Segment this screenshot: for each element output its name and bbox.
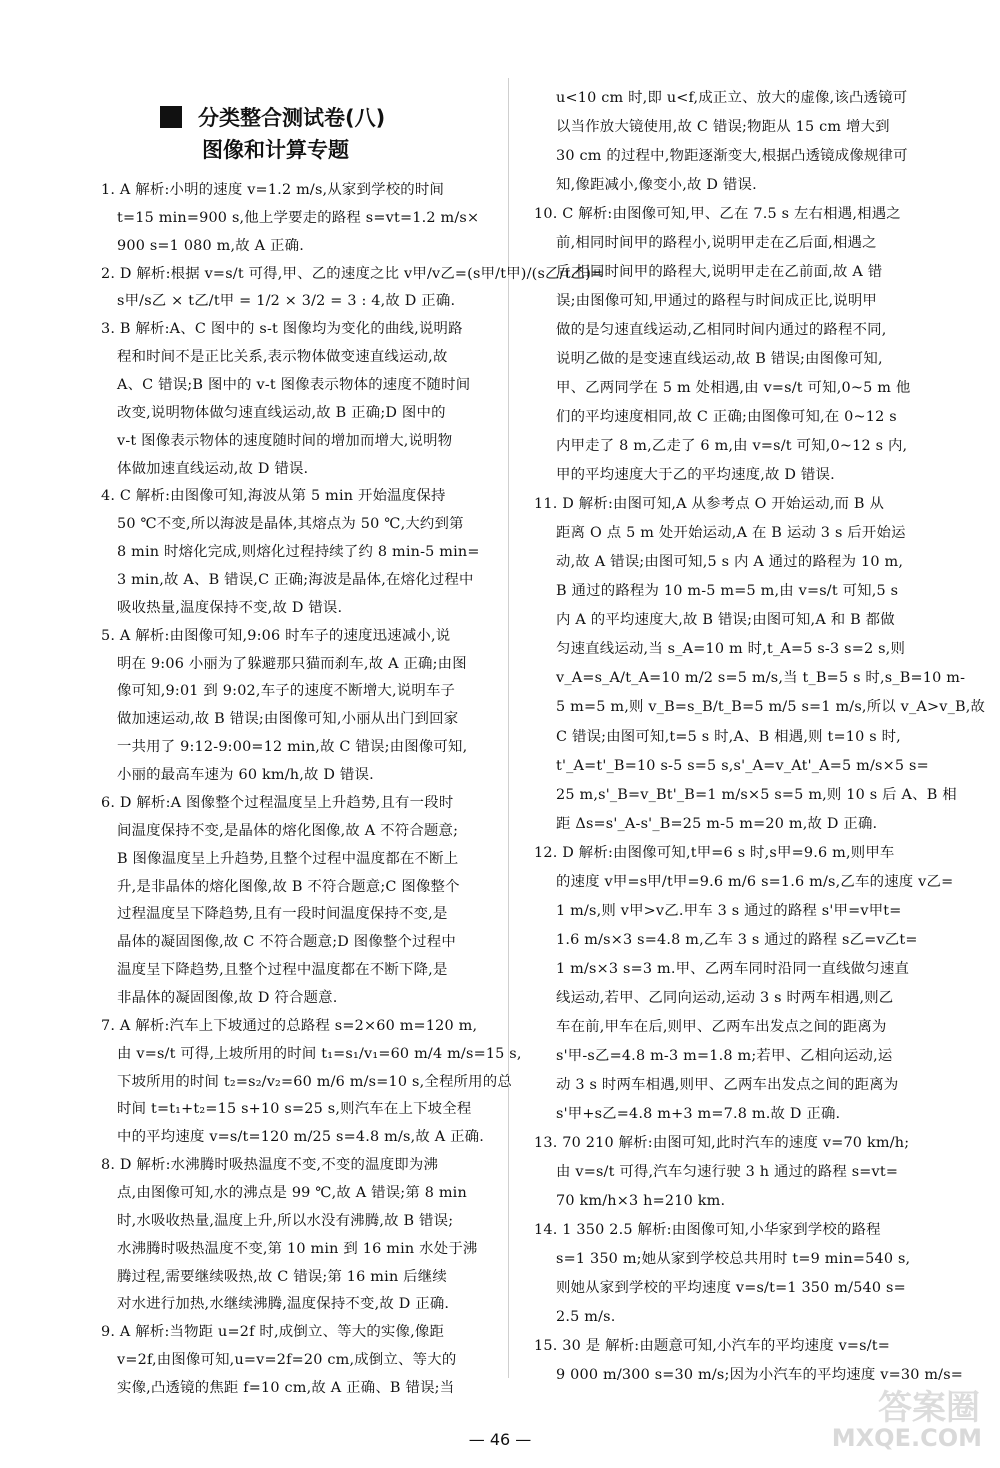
answer-item-start: 9. A 解析:当物距 u=2f 时,成倒立、等大的实像,像距 <box>101 1324 445 1340</box>
answer-item-start: 8. D 解析:水沸腾时吸热温度不变,不变的温度即为沸 <box>101 1157 439 1173</box>
answer-text-line: 吸收热量,温度保持不变,故 D 错误. <box>117 600 343 616</box>
answer-item-start: 5. A 解析:由图像可知,9:06 时车子的速度迅速减小,说 <box>101 628 451 644</box>
answer-item-start: 3. B 解析:A、C 图中的 s-t 图像均为变化的曲线,说明路 <box>101 321 463 337</box>
answer-text-line: v_A=s_A/t_A=10 m/2 s=5 m/s,当 t_B=5 s 时,s_B=10 m- <box>556 670 966 686</box>
answer-item-start: 14. 1 350 2.5 解析:由图像可知,小华家到学校的路程 <box>534 1222 881 1238</box>
answer-text-line: u<10 cm 时,即 u<f,成正立、放大的虚像,该凸透镜可 <box>556 90 908 106</box>
answer-text-line: 1.6 m/s×3 s=4.8 m,乙车 3 s 通过的路程 s乙=v乙t= <box>556 932 918 948</box>
answer-item-start: 13. 70 210 解析:由图可知,此时汽车的速度 v=70 km/h; <box>534 1135 910 1151</box>
answer-text-line: 像可知,9:01 到 9:02,车子的速度不断增大,说明车子 <box>117 683 456 699</box>
answer-item-start: 11. D 解析:由图可知,A 从参考点 O 开始运动,而 B 从 <box>534 496 885 512</box>
answer-text-line: 点,由图像可知,水的沸点是 99 ℃,故 A 错误;第 8 min <box>117 1185 467 1201</box>
answer-text-line: 由 v=s/t 可得,上坡所用的时间 t₁=s₁/v₁=60 m/4 m/s=15 s, <box>117 1046 522 1062</box>
answer-item-start: 15. 30 是 解析:由题意可知,小汽车的平均速度 v=s/t= <box>534 1338 891 1354</box>
answer-text-line: 内 A 的平均速度大,故 B 错误;由图可知,A 和 B 都做 <box>556 612 895 628</box>
page-number: — 46 — <box>468 1430 532 1449</box>
answer-text-line: t=15 min=900 s,他上学要走的路程 s=vt=1.2 m/s× <box>117 210 480 226</box>
answer-text-line: 时间 t=t₁+t₂=15 s+10 s=25 s,则汽车在上下坡全程 <box>117 1101 472 1117</box>
answer-item-start: 12. D 解析:由图像可知,t甲=6 s 时,s甲=9.6 m,则甲车 <box>534 845 895 861</box>
answer-text-line: s'甲+s乙=4.8 m+3 m=7.8 m.故 D 正确. <box>556 1106 841 1122</box>
answer-text-line: v-t 图像表示物体的速度随时间的增加而增大,说明物 <box>117 433 453 449</box>
answer-text-line: 程和时间不是正比关系,表示物体做变速直线运动,故 <box>117 349 448 365</box>
answer-item-start: 6. D 解析:A 图像整个过程温度呈上升趋势,且有一段时 <box>101 795 454 811</box>
answer-text-line: 体做加速直线运动,故 D 错误. <box>117 461 309 477</box>
watermark-logo: 答案圈 <box>878 1388 980 1428</box>
answer-text-line: 误;由图像可知,甲通过的路程与时间成正比,说明甲 <box>556 293 878 309</box>
answer-text-line: 水沸腾时吸热温度不变,第 10 min 到 16 min 水处于沸 <box>117 1241 478 1257</box>
answer-text-line: 说明乙做的是变速直线运动,故 B 错误;由图像可知, <box>556 351 883 367</box>
answer-text-line: 1 m/s,则 v甲>v乙.甲车 3 s 通过的路程 s'甲=v甲t= <box>556 903 902 919</box>
answer-text-line: 动 3 s 时两车相遇,则甲、乙两车出发点之间的距离为 <box>556 1077 899 1093</box>
watermark-url: MXQE.COM <box>831 1424 982 1452</box>
answer-text-line: 25 m,s'_B=v_Bt'_B=1 m/s×5 s=5 m,则 10 s 后 A、B 相 <box>556 787 957 803</box>
answer-text-line: 改变,说明物体做匀速直线运动,故 B 正确;D 图中的 <box>117 405 446 421</box>
answer-text-line: 距离 O 点 5 m 处开始运动,A 在 B 运动 3 s 后开始运 <box>556 525 906 541</box>
answer-text-line: s'甲-s乙=4.8 m-3 m=1.8 m;若甲、乙相向运动,运 <box>556 1048 893 1064</box>
answer-text-line: 做加速运动,故 B 错误;由图像可知,小丽从出门到回家 <box>117 711 459 727</box>
answer-text-line: 中的平均速度 v=s/t=120 m/25 s=4.8 m/s,故 A 正确. <box>117 1129 485 1145</box>
answer-item-start: 7. A 解析:汽车上下坡通过的总路程 s=2×60 m=120 m, <box>101 1018 478 1034</box>
answer-text-line: C 错误;由图可知,t=5 s 时,A、B 相遇,则 t=10 s 时, <box>556 729 901 745</box>
answer-text-line: 3 min,故 A、B 错误,C 正确;海波是晶体,在熔化过程中 <box>117 572 474 588</box>
answer-item-start: 2. D 解析:根据 v=s/t 可得,甲、乙的速度之比 v甲/v乙=(s甲/t甲)/(s乙/t乙)= <box>101 266 604 282</box>
answer-text-line: s甲/s乙 × t乙/t甲 = 1/2 × 3/2 = 3 : 4,故 D 正确. <box>117 293 456 309</box>
answer-text-line: 车在前,甲车在后,则甲、乙两车出发点之间的距离为 <box>556 1019 887 1035</box>
answer-text-line: 做的是匀速直线运动,乙相同时间内通过的路程不同, <box>556 322 887 338</box>
answer-text-line: 后,相同时间甲的路程大,说明甲走在乙前面,故 A 错 <box>556 264 883 280</box>
answer-text-line: 30 cm 的过程中,物距逐渐变大,根据凸透镜成像规律可 <box>556 148 908 164</box>
answer-text-line: B 图像温度呈上升趋势,且整个过程中温度都在不断上 <box>117 851 459 867</box>
answer-text-line: 们的平均速度相同,故 C 正确;由图像可知,在 0~12 s <box>556 409 897 425</box>
answer-text-line: 距 Δs=s'_A-s'_B=25 m-5 m=20 m,故 D 正确. <box>556 816 878 832</box>
answer-text-line: 以当作放大镜使用,故 C 错误;物距从 15 cm 增大到 <box>556 119 890 135</box>
answer-text-line: 动,故 A 错误;由图可知,5 s 内 A 通过的路程为 10 m, <box>556 554 904 570</box>
answer-text-line: t'_A=t'_B=10 s-5 s=5 s,s'_A=v_At'_A=5 m/s×5 s= <box>556 758 929 774</box>
answer-text-line: B 通过的路程为 10 m-5 m=5 m,由 v=s/t 可知,5 s <box>556 583 899 599</box>
answer-text-line: A、C 错误;B 图中的 v-t 图像表示物体的速度不随时间 <box>117 377 471 393</box>
answer-item-start: 1. A 解析:小明的速度 v=1.2 m/s,从家到学校的时间 <box>101 182 445 198</box>
answer-text-line: 内甲走了 8 m,乙走了 6 m,由 v=s/t 可知,0~12 s 内, <box>556 438 908 454</box>
answer-text-line: 匀速直线运动,当 s_A=10 m 时,t_A=5 s-3 s=2 s,则 <box>556 641 906 657</box>
answer-text-line: 前,相同时间甲的路程小,说明甲走在乙后面,相遇之 <box>556 235 877 251</box>
answer-text-line: 非晶体的凝固图像,故 D 符合题意. <box>117 990 338 1006</box>
answer-text-line: 间温度保持不变,是晶体的熔化图像,故 A 不符合题意; <box>117 823 459 839</box>
answer-text-line: 的速度 v甲=s甲/t甲=9.6 m/6 s=1.6 m/s,乙车的速度 v乙= <box>556 874 954 890</box>
answer-text-line: 明在 9:06 小丽为了躲避那只猫而刹车,故 A 正确;由图 <box>117 656 467 672</box>
answer-text-line: 1 m/s×3 s=3 m.甲、乙两车同时沿同一直线做匀速直 <box>556 961 910 977</box>
answer-text-line: s=1 350 m;她从家到学校总共用时 t=9 min=540 s, <box>556 1251 911 1267</box>
answer-text-line: 甲、乙两同学在 5 m 处相遇,由 v=s/t 可知,0~5 m 他 <box>556 380 911 396</box>
answer-text-line: 知,像距减小,像变小,故 D 错误. <box>556 177 757 193</box>
answer-item-start: 10. C 解析:由图像可知,甲、乙在 7.5 s 左右相遇,相遇之 <box>534 206 901 222</box>
answer-text-line: 小丽的最高车速为 60 km/h,故 D 错误. <box>117 767 374 783</box>
answer-text-line: 晶体的凝固图像,故 C 不符合题意;D 图像整个过程中 <box>117 934 456 950</box>
answer-text-line: 线运动,若甲、乙同向运动,运动 3 s 时两车相遇,则乙 <box>556 990 894 1006</box>
answer-text-line: 8 min 时熔化完成,则熔化过程持续了约 8 min-5 min= <box>117 544 480 560</box>
answer-text-line: 对水进行加热,水继续沸腾,温度保持不变,故 D 正确. <box>117 1296 450 1312</box>
answer-text-line: 过程温度呈下降趋势,且有一段时间温度保持不变,是 <box>117 906 448 922</box>
answer-text-line: 则她从家到学校的平均速度 v=s/t=1 350 m/540 s= <box>556 1280 906 1296</box>
answer-text-line: 9 000 m/300 s=30 m/s;因为小汽车的平均速度 v=30 m/s= <box>556 1367 964 1383</box>
answer-text-line: 50 ℃不变,所以海波是晶体,其熔点为 50 ℃,大约到第 <box>117 516 464 532</box>
answer-text-line: 5 m=5 m,则 v_B=s_B/t_B=5 m/5 s=1 m/s,所以 v_A>v_B,故 <box>556 699 986 715</box>
right-column <box>520 0 1000 1468</box>
title-line-2: 图像和计算专题 <box>202 138 349 162</box>
answer-item-start: 4. C 解析:由图像可知,海波从第 5 min 开始温度保持 <box>101 488 446 504</box>
answer-text-line: 实像,凸透镜的焦距 f=10 cm,故 A 正确、B 错误;当 <box>117 1380 455 1396</box>
answer-text-line: 2.5 m/s. <box>556 1309 616 1325</box>
answer-text-line: 900 s=1 080 m,故 A 正确. <box>117 238 304 254</box>
answer-text-line: 升,是非晶体的熔化图像,故 B 不符合题意;C 图像整个 <box>117 879 460 895</box>
answer-text-line: 甲的平均速度大于乙的平均速度,故 D 错误. <box>556 467 835 483</box>
answer-text-line: 一共用了 9:12-9:00=12 min,故 C 错误;由图像可知, <box>117 739 468 755</box>
title-line-1: 分类整合测试卷(八) <box>198 106 386 130</box>
answer-text-line: 温度呈下降趋势,且整个过程中温度都在不断下降,是 <box>117 962 448 978</box>
answer-text-line: 时,水吸收热量,温度上升,所以水没有沸腾,故 B 错误; <box>117 1213 454 1229</box>
answer-text-line: 腾过程,需要继续吸热,故 C 错误;第 16 min 后继续 <box>117 1269 447 1285</box>
answer-text-line: v=2f,由图像可知,u=v=2f=20 cm,成倒立、等大的 <box>117 1352 457 1368</box>
answer-text-line: 70 km/h×3 h=210 km. <box>556 1193 726 1209</box>
answer-text-line: 由 v=s/t 可得,汽车匀速行驶 3 h 通过的路程 s=vt= <box>556 1164 899 1180</box>
answer-text-line: 下坡所用的时间 t₂=s₂/v₂=60 m/6 m/s=10 s,全程所用的总 <box>117 1074 512 1090</box>
